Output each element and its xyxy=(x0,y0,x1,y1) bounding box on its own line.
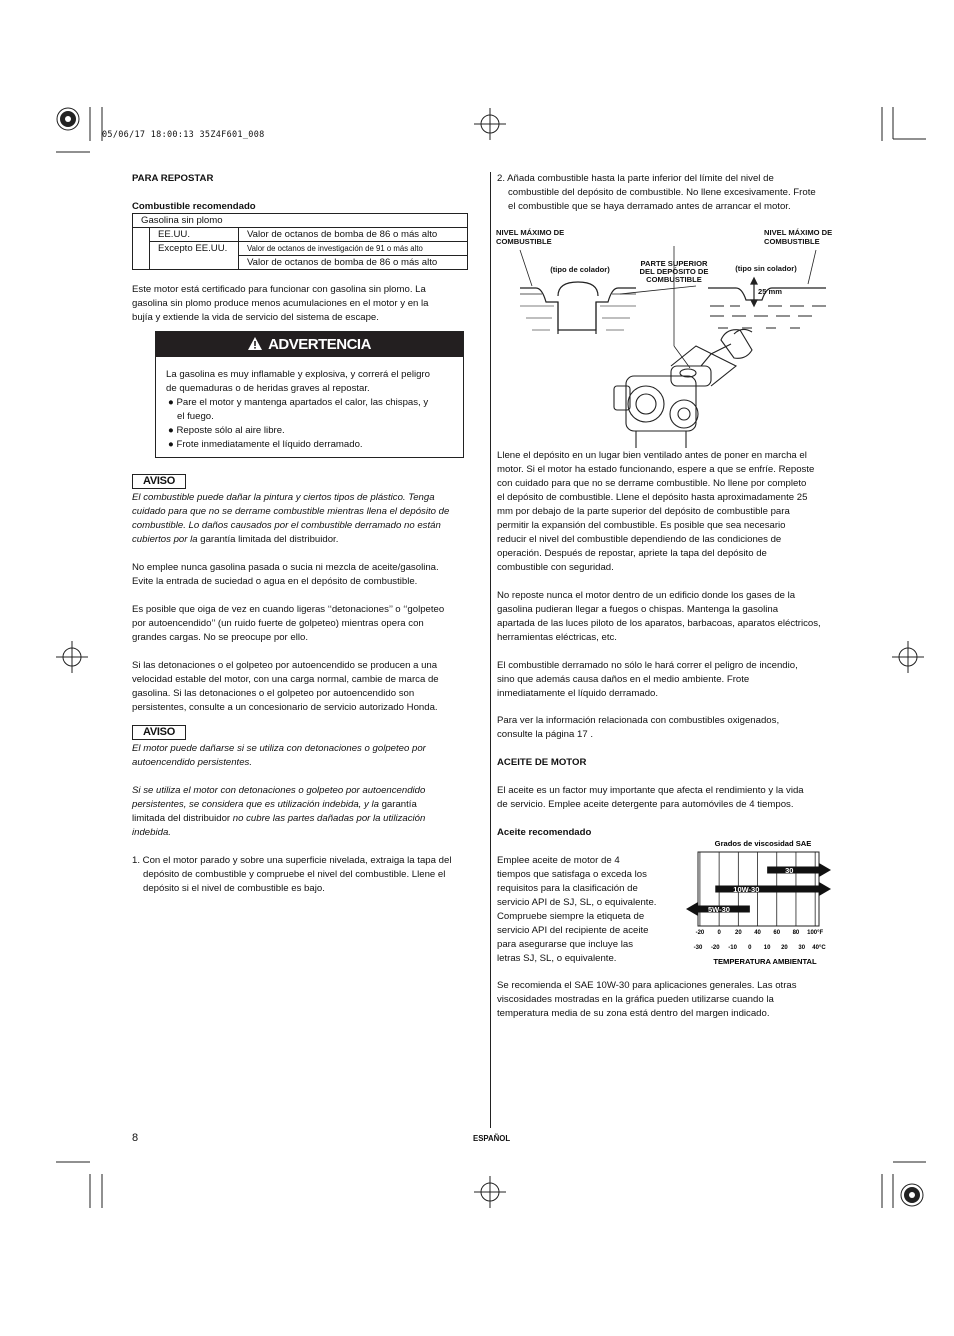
intro-paragraph: Este motor está certificado para funcionar con gasolina sin plomo. La gasolina sin plomo produce menos acumulaciones en el motor y en la bujía y extiende la vida de servicio del sistema de escape. xyxy=(132,284,429,323)
chart-tick-label-c: 30 xyxy=(798,945,806,951)
label-strainer: (tipo de colador) xyxy=(550,265,610,274)
fuel-table xyxy=(132,213,468,270)
aviso-label: AVISO xyxy=(132,725,186,740)
chart-tick-label-c: -30 xyxy=(693,945,703,951)
spill-paragraph: El combustible derramado no sólo le hará correr el peligro de incendio, sino que además causa daños en el medio ambiente. Frote inmediatamente el líquido derramado. xyxy=(497,660,798,699)
warning-body: La gasolina es muy inflamable y explosiva, y correrá el peligro de quemaduras o de heridas graves al repostar. ● Pare el motor y mantenga apartados el calor, las chispas, y el fuego. ● Reposte sólo al aire libre. ● Frote inmediatamente el líquido derramado. xyxy=(166,369,430,450)
column-divider xyxy=(490,172,491,1128)
label-tank-top: PARTE SUPERIOR xyxy=(640,259,708,268)
fuel-tank-illustration xyxy=(496,226,856,456)
chart-tick-label-c: 0 xyxy=(748,945,752,951)
chart-tick-label-f: 0 xyxy=(717,930,721,936)
step-2: 2. Añada combustible hasta la parte inferior del límite del nivel de combustible del depósito de combustible. No llene excesivamente. Frote el combustible que se haya derramado antes de arrancar el motor. xyxy=(497,173,816,212)
old-fuel-paragraph: No emplee nunca gasolina pasada o sucia ni mezcla de aceite/gasolina. Evite la entrada de suciedad o agua en el depósito de combustible. xyxy=(132,562,439,587)
chart-tick-label-f: -20 xyxy=(695,930,705,936)
persist-paragraph: Si las detonaciones o el golpeteo por autoencendido se producen a una velocidad estable del motor, con una carga normal, cambie de marca de gasolina. Si las detonaciones o el golpeteo por autoencendido son persistentes, consulte a un concesionario de servicio autorizado Honda. xyxy=(132,660,439,713)
warning-box xyxy=(155,331,464,458)
chart-tick-label-f: 100°F xyxy=(807,930,824,936)
oil-rec-paragraph: Emplee aceite de motor de 4 tiempos que satisfaga o exceda los requisitos para la clasificación de servicio API de SJ, SL, o equivalente. Compruebe siempre la etiqueta de servicio API del recipiente de aceite para asegurarse que incluye las letras SJ, SL, o equivalente. xyxy=(497,855,657,964)
chart-bar-label: 5W-30 xyxy=(708,905,730,914)
print-stamp: 05/06/17 18:00:13 35Z4F601_008 xyxy=(102,130,265,140)
chart-bar xyxy=(686,902,750,916)
section-title: PARA REPOSTAR xyxy=(132,173,214,184)
svg-text:COMBUSTIBLE: COMBUSTIBLE xyxy=(496,237,552,246)
chart-tick-label-f: 60 xyxy=(773,930,781,936)
fuel-table-value: Valor de octanos de investigación de 91 o más alto xyxy=(239,242,468,256)
label-max-right: NIVEL MÁXIMO DE xyxy=(764,228,833,237)
sae-viscosity-chart xyxy=(682,834,844,970)
fuel-table-value: Valor de octanos de bomba de 86 o más alto xyxy=(239,256,468,270)
bullet-icon: ● xyxy=(168,425,177,436)
aviso2-text: El motor puede dañarse si se utiliza con detonaciones o golpeteo por autoencendido persistentes. Si se utiliza el motor con detonaciones o golpeteo por autoencendido persistentes, se considera que es utilización indebida, y la garantía limitada del distribuidor no cubre las partes dañadas por la utilización indebida. xyxy=(132,743,426,838)
step-1: 1. Con el motor parado y sobre una superficie nivelada, extraiga la tapa del depósito de combustible y compruebe el nivel del combustible. Llene el depósito si el nivel de combustible es bajo. xyxy=(132,855,452,894)
chart-tick-label-f: 40 xyxy=(754,930,761,936)
oil-paragraph: El aceite es un factor muy importante que afecta el rendimiento y la vida de servicio. Emplee aceite detergente para automóviles de 4 tiempos. xyxy=(497,785,804,810)
label-25mm: 25 mm xyxy=(758,287,783,296)
svg-text:COMBUSTIBLE: COMBUSTIBLE xyxy=(646,275,702,284)
label-max-left: NIVEL MÁXIMO DE xyxy=(496,228,565,237)
bullet-icon: ● xyxy=(168,397,177,408)
chart-bar-label: 30 xyxy=(785,866,794,875)
chart-title: Grados de viscosidad SAE xyxy=(714,839,812,848)
chart-bar-label: 10W-30 xyxy=(733,885,760,894)
svg-text:COMBUSTIBLE: COMBUSTIBLE xyxy=(764,237,820,246)
indoors-paragraph: No reposte nunca el motor dentro de un edificio donde los gases de la gasolina pudieran llegar a fuegos o chispas. Mantenga la gasolina apartada de las luces piloto de los aparatos, barbacoas, aparatos eléctricos, herramientas eléctricas, etc. xyxy=(497,590,821,643)
knock-paragraph: Es posible que oiga de vez en cuando ligeras ‘‘detonaciones’’ o ‘‘golpeteo por autoencendido’’ (un ruido fuerte de golpeteo) mientras opera con grandes cargas. No se preocupe por ello. xyxy=(132,604,445,643)
oil-title: ACEITE DE MOTOR xyxy=(497,757,587,768)
fuel-subtitle: Combustible recomendado xyxy=(132,201,256,212)
chart-xlabel: TEMPERATURA AMBIENTAL xyxy=(713,957,817,966)
bullet-icon: ● xyxy=(168,439,177,450)
page-number: 8 xyxy=(132,1132,139,1144)
warning-triangle-icon xyxy=(248,333,262,358)
chart-tick-label-c: -10 xyxy=(728,945,737,951)
chart-tick-label-f: 20 xyxy=(734,930,742,936)
chart-tick-label-c: 10 xyxy=(763,945,771,951)
chart-tick-label-c: 40°C xyxy=(812,945,826,951)
chart-tick-label-c: 20 xyxy=(781,945,788,951)
sae-paragraph: Se recomienda el SAE 10W-30 para aplicaciones generales. Las otras viscosidades mostradas en la gráfica pueden utilizarse cuando la temperatura media de su zona está dentro del margen indicado. xyxy=(497,980,797,1019)
chart-tick-label-c: -20 xyxy=(710,945,720,951)
fill-paragraph: Llene el depósito en un lugar bien ventilado antes de poner en marcha el motor. Si el motor ha estado funcionando, espere a que se enfríe. Reposte con cuidado para que no se derrame combustible. No llene por completo el depósito de combustible. Llene el depósito hasta aproximadamente 25 mm por debajo de la parte superior del depósito de combustible para permitir la expansión del combustible. Es posible que sea necesario reducir el nivel del combustible dependiendo de las condiciones de operación. Después de repostar, apriete la tapa del depósito de combustible con seguridad. xyxy=(497,450,815,573)
aviso-label: AVISO xyxy=(132,474,186,489)
footer-language: ESPAÑOL xyxy=(473,1134,511,1143)
chart-bar xyxy=(715,882,831,896)
fuel-table-header: Gasolina sin plomo xyxy=(133,214,468,228)
oil-subtitle: Aceite recomendado xyxy=(497,827,592,838)
oxygenated-paragraph: Para ver la información relacionada con combustibles oxigenados, consulte la página 17 . xyxy=(497,715,780,740)
fuel-table-region: EE.UU. xyxy=(150,228,239,242)
fuel-level-diagram xyxy=(496,226,856,456)
fuel-table-region: Excepto EE.UU. xyxy=(150,242,239,270)
warning-header: ADVERTENCIA xyxy=(156,332,463,357)
aviso1-text: El combustible puede dañar la pintura y ciertos tipos de plástico. Tenga cuidado para que no se derrame combustible mientras llena el depósito de combustible. Lo daños causados por el combustible derramado no están cubiertos por la garantía limitada del distribuidor. xyxy=(132,492,450,545)
svg-text:DEL DEPÓSITO DE: DEL DEPÓSITO DE xyxy=(639,267,709,276)
chart-tick-label-f: 80 xyxy=(792,930,800,936)
label-no-strainer: (tipo sin colador) xyxy=(735,264,797,273)
fuel-table-value: Valor de octanos de bomba de 86 o más alto xyxy=(239,228,468,242)
